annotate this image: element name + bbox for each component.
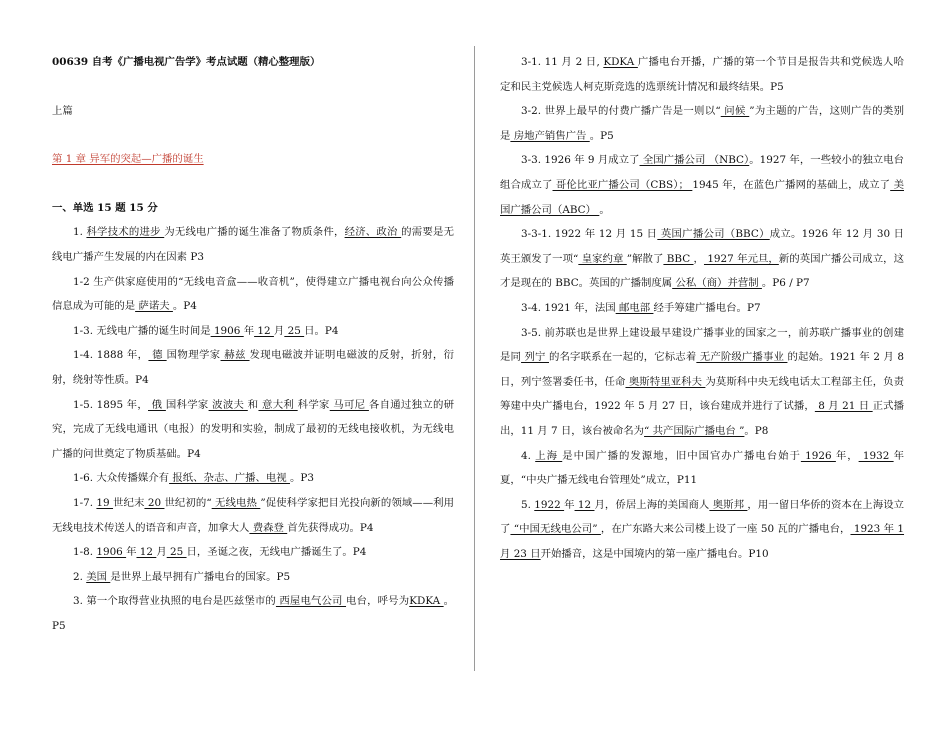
question-text: 的需要是无线电广播产生发展的内在因素 P3 <box>52 226 454 263</box>
answer-blank: 意大利 <box>258 398 298 411</box>
question-text: 成立。1926 年 12 月 30 日英王颁发了一项“ <box>500 228 905 265</box>
question-text: 和 <box>247 398 259 411</box>
question-item <box>500 222 904 296</box>
answer-blank: 1923 年 1 月 23 日 <box>500 523 905 560</box>
question-text: 日，圣诞之夜，无线电广播诞生了。P4 <box>186 546 367 559</box>
question-text: 1-2 生产供家庭使用的“无线电音盒——收音机”，使得建立广播电视台向公众传播信息成为可能的是 <box>52 275 454 313</box>
question-text: 广播电台开播，广播的第一个节目是报告共和党候选人哈定和民主党候选人柯克斯竞选的选票统计情况和最终结果。P5 <box>500 56 905 93</box>
question-text: 。P8 <box>744 424 769 437</box>
question-text: 1-8. <box>73 546 97 559</box>
answer-blank: 萨诺夫 <box>135 300 173 313</box>
question-text: 首先获得成功。P4 <box>287 521 374 534</box>
question-text: 。P3 <box>289 472 314 485</box>
answer-blank: 8 月 21 日 <box>814 400 873 413</box>
answer-blank: 德 <box>148 349 167 362</box>
question-item <box>52 491 454 540</box>
question-text: 1945 年，在蓝色广播网的基础上，成立了 <box>692 178 891 191</box>
document-title: 00639 自考《广播电视广告学》考点试题（精心整理版） <box>52 56 321 68</box>
question-text: 是世界上最早拥有广播电台的国家。P5 <box>110 570 291 583</box>
question-item <box>500 321 904 444</box>
question-text: 。 <box>599 203 610 216</box>
question-text: 4. <box>521 449 536 462</box>
question-text: ”解散了 <box>626 252 664 265</box>
left-column <box>52 50 454 638</box>
question-text: 5. <box>521 498 535 511</box>
question-text: ”为主题的广告，这则广告的类别是 <box>500 105 904 142</box>
question-text: 月 <box>156 546 167 559</box>
question-text: 3-5. 前苏联也是世界上建设最早建设广播事业的国家之一，前苏联广播事业的创建是同 <box>500 326 904 364</box>
question-item <box>52 466 454 491</box>
answer-blank: 上海 <box>535 449 563 462</box>
answer-blank: 美国 <box>86 570 111 583</box>
part-heading: 上篇 <box>52 104 73 117</box>
question-text: 国科学家 <box>165 398 209 411</box>
question-text: 。P5 <box>589 129 614 142</box>
question-item <box>500 99 904 148</box>
right-column <box>500 50 904 566</box>
answer-blank: 20 <box>144 496 165 509</box>
answer-blank: 12 <box>574 498 595 511</box>
question-text: 正式播出，11 月 7 日，该台被命名为 <box>500 400 904 437</box>
question-text: 3-1. 11 月 2 日, <box>521 56 604 68</box>
question-text: 3-3. 1926 年 9 月成立了 <box>521 154 640 167</box>
answer-blank: 波波夫 <box>208 398 248 411</box>
question-item <box>52 540 454 565</box>
answer-blank: 房地产销售广告 <box>510 129 590 142</box>
question-text: 。P6 / P7 <box>761 277 810 290</box>
answer-blank: 美国广播公司（ABC） <box>500 178 904 216</box>
question-text: 3. 第一个取得营业执照的电台是匹兹堡市的 <box>73 595 276 608</box>
question-text: 1-5. 1895 年， <box>73 398 149 411</box>
answer-blank: 报纸、杂志、广播、电视 <box>169 472 290 485</box>
answer-blank: 列宁 <box>521 351 549 364</box>
left-question-list <box>52 220 454 638</box>
question-text: 世纪初的“ <box>164 496 212 509</box>
question-text: 开始播音，这是中国境内的第一座广播电台。P10 <box>540 547 769 560</box>
question-text: 发现电磁波并证明电磁波的反射，折射，衍射，绕射等性质。P4 <box>52 349 455 386</box>
answer-blank: 无产阶级广播事业 <box>696 351 788 364</box>
question-item <box>52 343 454 392</box>
question-text: 经手筹建广播电台。P7 <box>653 301 761 314</box>
answer-blank: 1906 <box>210 324 244 337</box>
question-text: 年夏，“中央广播无线电台管理处”成立，P11 <box>500 449 904 487</box>
answer-blank: 25 <box>166 546 187 559</box>
question-text: 的起始。1921 年 2 月 8 日，列宁签署委任书，任命 <box>500 351 905 388</box>
question-text: 2. <box>73 570 87 583</box>
question-text: 日。P4 <box>304 324 339 337</box>
question-item <box>52 589 454 638</box>
answer-blank: 问候 <box>720 105 750 118</box>
question-text: 1-6. 大众传播媒介有 <box>73 472 170 485</box>
answer-blank: “ 共产国际广播电台 ” <box>644 424 745 437</box>
answer-blank: 19 <box>96 496 114 509</box>
question-text: 科学家 <box>297 398 330 411</box>
question-text: 月，侨居上海的美国商人 <box>594 498 710 511</box>
question-text: 为无线电广播的诞生准备了物质条件， <box>164 226 345 239</box>
answer-blank: 邮电部 <box>615 301 654 314</box>
question-item <box>52 393 454 467</box>
question-text: 3-2. 世界上最早的付费广播广告是一则以“ <box>521 105 721 118</box>
question-item <box>52 565 454 590</box>
answer-blank: 经济、政治 <box>344 226 402 239</box>
question-text: 1. <box>73 226 87 239</box>
question-text: 。1927 年，一些较小的独立电台组合成立了 <box>500 154 905 191</box>
question-text: 3-3-1. 1922 年 12 月 15 日 <box>521 228 658 241</box>
question-text: 年 <box>564 498 575 511</box>
question-item <box>500 296 904 321</box>
answer-blank: 无线电热 <box>211 496 261 509</box>
question-text: 1-7. <box>73 496 97 509</box>
answer-blank: 哥伦比亚广播公司（CBS）； <box>552 178 693 191</box>
answer-blank: BBC <box>663 252 694 265</box>
question-text: 。P5 <box>52 595 455 632</box>
question-text: 世纪末 <box>113 496 145 509</box>
question-text: 年 <box>243 324 255 337</box>
answer-blank: 费森登 <box>249 521 288 534</box>
question-text: ，在广东路大来公司楼上设了一座 50 瓦的广播电台， <box>600 523 851 536</box>
answer-blank: 皇家约章 <box>578 252 627 265</box>
answer-blank: 12 <box>254 324 274 337</box>
answer-blank: 1932 <box>858 449 894 462</box>
question-text: 。P4 <box>172 300 197 313</box>
question-item <box>500 493 904 567</box>
question-text: ， <box>693 252 704 265</box>
right-question-list <box>500 50 904 566</box>
question-text: 各自通过独立的研究，完成了无线电通讯（电报）的发明和实验，制成了最初的无线电接收机，为无线电广播的问世奠定了物质基础。P4 <box>52 398 455 460</box>
chapter-heading: 第 1 章 异军的突起—广播的诞生 <box>52 153 204 166</box>
section-heading: 一、单选 15 题 15 分 <box>52 201 158 214</box>
answer-blank: 赫兹 <box>220 349 250 362</box>
question-text: 3-4. 1921 年，法国 <box>521 301 616 314</box>
answer-blank: 1922 <box>534 498 565 511</box>
answer-blank: 科学技术的进步 <box>86 226 165 239</box>
answer-blank: KDKA <box>409 595 444 608</box>
answer-blank: “中国无线电公司” <box>510 523 601 536</box>
question-text: ”促使科学家把目光投向新的领域——利用无线电技术传送人的语音和声音，加拿大人 <box>52 496 455 534</box>
answer-blank: 25 <box>284 324 305 337</box>
question-item <box>52 319 454 344</box>
answer-blank: KDKA <box>603 56 638 68</box>
question-text: 新的英国广播公司成立，这才是现在的 BBC。英国的广播制度属 <box>500 252 904 290</box>
answer-blank: 1906 <box>96 546 127 559</box>
answer-blank: 俄 <box>148 398 166 411</box>
column-divider <box>474 46 475 671</box>
answer-blank: 西屋电气公司 <box>275 595 347 608</box>
answer-blank: 英国广播公司（BBC） <box>657 228 770 241</box>
question-item <box>52 270 454 319</box>
question-text: 年 <box>126 546 137 559</box>
question-item <box>500 444 904 493</box>
answer-blank: 12 <box>136 546 157 559</box>
question-text: 的名字联系在一起的，它标志着 <box>549 351 697 364</box>
answer-blank: 奥斯特里亚科夫 <box>625 375 706 388</box>
question-item <box>500 50 904 99</box>
question-text: ，用一留日华侨的资本在上海设立了 <box>500 498 905 536</box>
question-item <box>52 220 454 269</box>
question-text: 电台，呼号为 <box>346 595 410 608</box>
answer-blank: 1926 <box>800 449 836 462</box>
answer-blank: 奥斯邦 <box>709 498 748 511</box>
question-text: 1-4. 1888 年， <box>73 349 149 362</box>
question-text: 为莫斯科中央无线电话太工程部主任，负责筹建中央广播电台，1922 年 5 月 27 日，该台建成并进行了试播， <box>500 375 905 413</box>
question-text: 是中国广播的发源地，旧中国官办广播电台始于 <box>562 449 801 462</box>
question-item <box>500 148 904 222</box>
answer-blank: 马可尼 <box>329 398 369 411</box>
question-text: 1-3. 无线电广播的诞生时间是 <box>73 324 211 337</box>
question-text: 国物理学家 <box>166 349 221 362</box>
question-text: 月 <box>273 324 285 337</box>
answer-blank: 全国广播公司 （NBC） <box>639 154 750 167</box>
answer-blank: 公私（商）并营制 <box>672 277 762 290</box>
question-text: 年， <box>835 449 859 462</box>
answer-blank: 1927 年元旦， <box>703 252 779 265</box>
